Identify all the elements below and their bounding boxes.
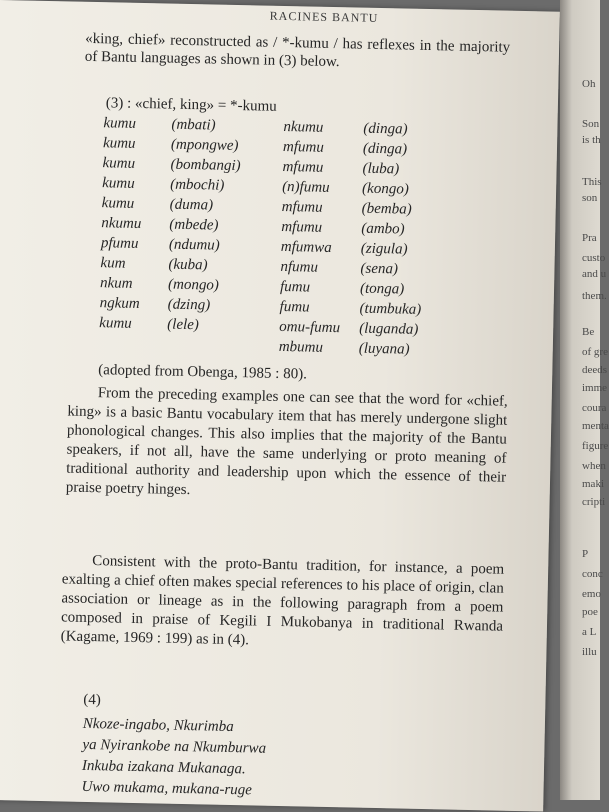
- language-name: (mbati): [171, 117, 216, 135]
- language-name: (mongo): [168, 277, 219, 295]
- language-name: (kongo): [362, 181, 409, 199]
- facing-page-edge: [560, 0, 600, 800]
- intro-paragraph: «king, chief» reconstructed as / *-kumu / has reflexes in the majority of Bantu languages as shown in (3) below.: [85, 30, 511, 75]
- language-name: (dinga): [363, 121, 408, 139]
- example-3-source: (adopted from Obenga, 1985 : 80).: [98, 362, 307, 383]
- language-name: (mpongwe): [171, 137, 239, 155]
- facing-page-fragment: menta: [582, 420, 609, 432]
- reflex-form: nkumu: [283, 119, 323, 137]
- reflex-form: kum: [100, 255, 125, 273]
- reflex-form: ngkum: [99, 295, 139, 313]
- example-3-title: (3) : «chief, king» = *-kumu: [106, 95, 277, 116]
- facing-page-fragment: cripti: [582, 496, 605, 508]
- language-name: (dinga): [363, 141, 408, 159]
- language-name: (duma): [170, 197, 214, 215]
- reflex-form: omu-fumu: [279, 319, 340, 337]
- facing-page-fragment: of gre: [582, 346, 608, 358]
- language-name: (ndumu): [169, 237, 220, 255]
- reflex-form: mfumu: [283, 139, 324, 157]
- reflex-form: mfumu: [282, 159, 323, 177]
- facing-page-fragment: and u: [582, 268, 606, 280]
- reflex-form: fumu: [280, 279, 310, 297]
- reflex-form: kumu: [99, 315, 132, 333]
- facing-page-fragment: is th: [582, 134, 601, 146]
- reflex-form: kumu: [103, 135, 136, 153]
- language-name: (luyana): [359, 341, 410, 359]
- facing-page-fragment: This: [582, 176, 602, 188]
- facing-page-fragment: maki: [582, 478, 604, 490]
- reflex-form: mfumwa: [281, 239, 332, 257]
- praise-poem-excerpt: [81, 714, 266, 802]
- facing-page-fragment: conc: [582, 568, 603, 580]
- facing-page-fragment: figure: [582, 440, 608, 452]
- facing-page-fragment: Oh: [582, 78, 595, 90]
- reflex-form: nkum: [100, 275, 133, 293]
- facing-page-fragment: Son: [582, 118, 599, 130]
- paragraph-2: Consistent with the proto-Bantu tradition, for instance, a poem exalting a chief often makes special references to his place of origin, clan association or lineage as in the following paragraph from a poem composed in praise of Kegili I Mukobanya in traditional Rwanda (Kagame, 1969 : 199) as in (4).: [60, 551, 504, 655]
- facing-page-fragment: them.: [582, 290, 607, 302]
- running-header: RACINES BANTU: [270, 9, 379, 26]
- facing-page-fragment: imme: [582, 382, 607, 394]
- facing-page-fragment: poe: [582, 606, 598, 618]
- reflex-form: kumu: [102, 155, 135, 173]
- facing-page-fragment: P: [582, 548, 588, 560]
- reflex-form: pfumu: [101, 235, 139, 253]
- facing-page-fragment: coura: [582, 402, 606, 414]
- facing-page-fragment: emo: [582, 588, 601, 600]
- language-name: (mbede): [169, 217, 218, 235]
- poem-line: Uwo mukama, mukana-ruge: [81, 777, 265, 802]
- language-name: (luganda): [359, 321, 419, 339]
- language-name: (bombangi): [170, 157, 240, 175]
- reflex-form: nfumu: [280, 259, 318, 277]
- reflex-form: nkumu: [101, 215, 141, 233]
- facing-page-fragment: when: [582, 460, 606, 472]
- language-name: (kuba): [168, 257, 208, 275]
- facing-page-fragment: Be: [582, 326, 594, 338]
- language-name: (luba): [362, 161, 399, 179]
- example-4-number: (4): [83, 692, 101, 709]
- language-name: (bemba): [362, 201, 412, 219]
- facing-page-fragment: son: [582, 192, 597, 204]
- language-name: (zigula): [361, 241, 408, 259]
- poem-line: ya Nyirankobe na Nkumburwa: [82, 735, 266, 760]
- reflex-form: (n)fumu: [282, 179, 330, 197]
- language-name: (tonga): [360, 281, 405, 299]
- reflex-form: kumu: [102, 195, 135, 213]
- language-name: (dzing): [167, 297, 210, 315]
- paragraph-1: From the preceding examples one can see that the word for «chief, king» is a basic Bantu vocabulary item that has merely undergone slight phonological changes. This also implies that the majority of the Bantu speakers, if not all, have the same underlying or proto meaning of traditional authority and leadership upon which the essence of their praise poetry hinges.: [66, 384, 508, 507]
- reflex-form: kumu: [102, 175, 135, 193]
- language-name: (ambo): [361, 221, 405, 239]
- language-name: (mbochi): [170, 177, 225, 195]
- reflex-form: fumu: [279, 299, 309, 317]
- facing-page-fragment: illu: [582, 646, 597, 658]
- language-name: (lele): [167, 317, 199, 335]
- poem-line: Inkuba izakana Mukanaga.: [82, 756, 266, 781]
- reflex-form: mfumu: [281, 219, 322, 237]
- facing-page-fragment: Pra: [582, 232, 597, 244]
- poem-line: Nkoze-ingabo, Nkurimba: [83, 714, 267, 739]
- reflex-form: mbumu: [279, 339, 324, 357]
- facing-page-fragment: deeds: [582, 364, 607, 376]
- facing-page-fragment: custo: [582, 252, 605, 264]
- language-name: (sena): [360, 261, 398, 279]
- language-name: (tumbuka): [359, 301, 421, 319]
- reflex-form: mfumu: [282, 199, 323, 217]
- reflex-form: kumu: [103, 115, 136, 133]
- reflex-table: [99, 115, 104, 355]
- facing-page-fragment: a L: [582, 626, 596, 638]
